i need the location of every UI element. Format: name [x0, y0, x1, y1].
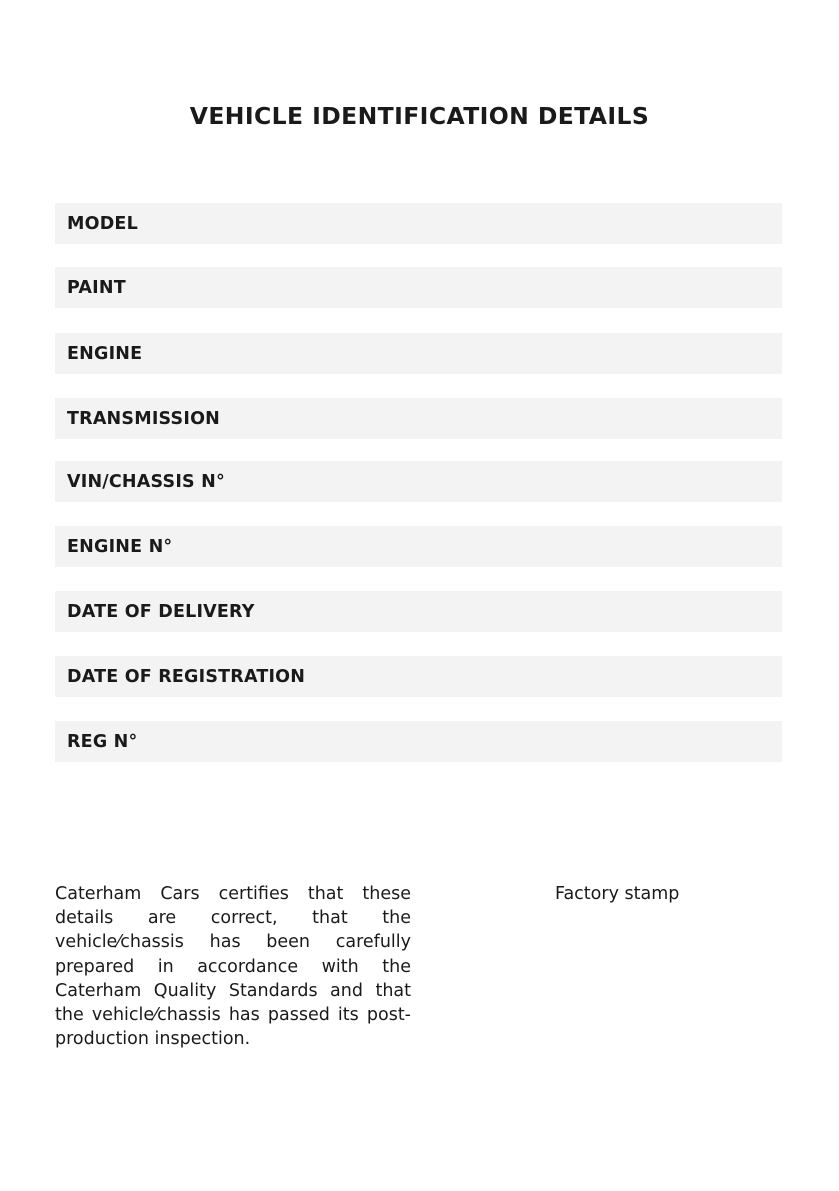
paint-field[interactable]	[55, 267, 782, 308]
model-label: MODEL	[67, 213, 138, 234]
transmission-field[interactable]	[55, 398, 782, 439]
date-of-registration-label: DATE OF REGISTRATION	[67, 666, 306, 687]
page-title: VEHICLE IDENTIFICATION DETAILS	[189, 102, 650, 130]
factory-stamp-label: Factory stamp	[555, 884, 680, 904]
engine-label: ENGINE	[67, 343, 143, 364]
model-field[interactable]	[55, 203, 782, 244]
engine-field[interactable]	[55, 333, 782, 374]
reg-number-field[interactable]	[55, 721, 782, 762]
engine-number-field[interactable]	[55, 526, 782, 567]
vin-chassis-number-label: VIN/CHASSIS N°	[67, 471, 225, 492]
certification-text: Caterham Cars certifies that these details are correct, that the vehicle⁄chassis has been carefully prepared in accordance with the Caterham Quality Standards and that the vehicle⁄chassis has passed its post-production inspection.	[55, 884, 411, 1050]
engine-number-label: ENGINE N°	[67, 536, 173, 557]
reg-number-label: REG N°	[67, 731, 138, 752]
date-of-delivery-field[interactable]	[55, 591, 782, 632]
paint-label: PAINT	[67, 277, 126, 298]
date-of-registration-field[interactable]	[55, 656, 782, 697]
transmission-label: TRANSMISSION	[67, 408, 220, 429]
vin-chassis-number-field[interactable]	[55, 461, 782, 502]
date-of-delivery-label: DATE OF DELIVERY	[67, 601, 255, 622]
